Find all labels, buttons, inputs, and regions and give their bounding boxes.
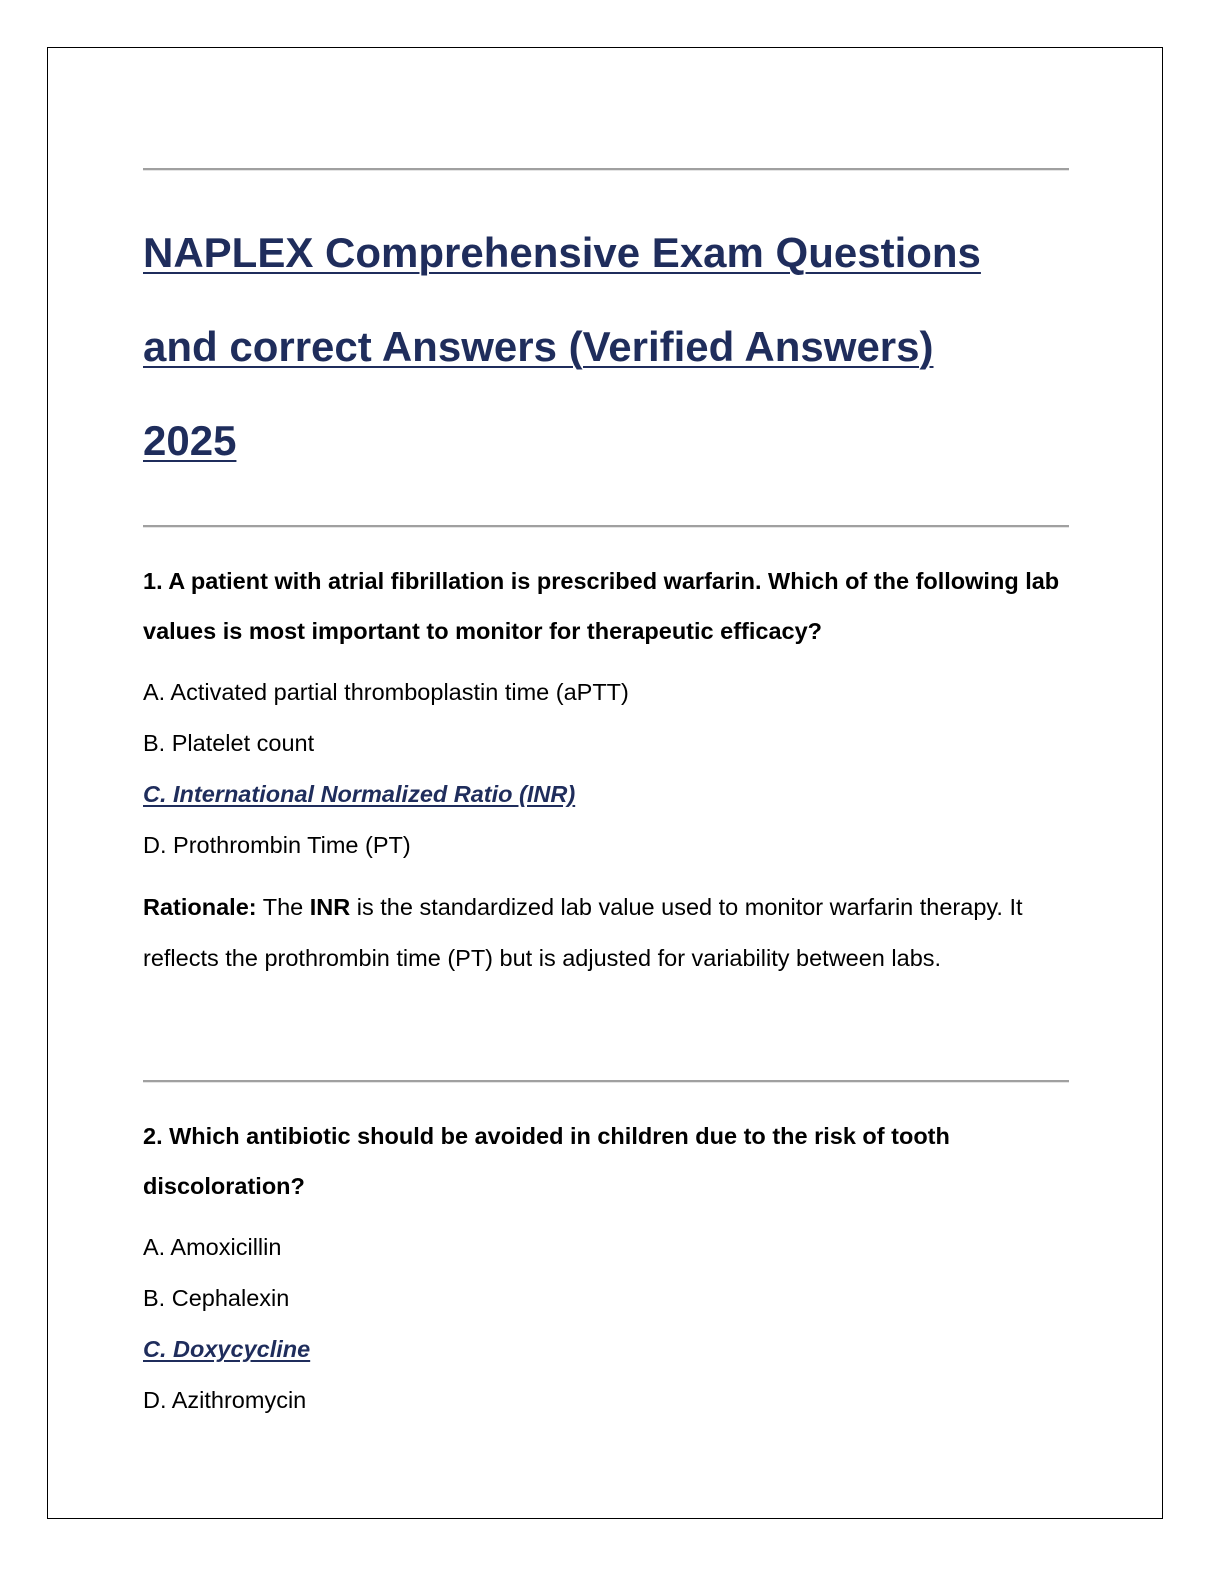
title-line-1: NAPLEX Comprehensive Exam Questions — [143, 229, 981, 276]
divider-top — [143, 168, 1069, 171]
rationale-text-post: is the standardized lab value used to monitor warfarin therapy. It reflects the prothrombin time (PT) but is adjusted for variability between labs. — [143, 894, 1023, 971]
question-2-option-b: B. Cephalexin — [143, 1285, 290, 1311]
document-title — [143, 206, 1071, 488]
rationale-label: Rationale: — [143, 894, 257, 920]
rationale-term: INR — [309, 894, 351, 920]
question-2 — [143, 1111, 1071, 1426]
rationale-text-pre: The — [256, 894, 310, 920]
question-1-option-d: D. Prothrombin Time (PT) — [143, 832, 411, 858]
question-1-option-a: A. Activated partial thromboplastin time (aPTT) — [143, 679, 629, 705]
question-1-prompt: 1. A patient with atrial fibrillation is prescribed warfarin. Which of the following lab values is most important to monitor for therapeutic efficacy? — [143, 568, 1060, 644]
title-line-2: and correct Answers (Verified Answers) — [143, 323, 934, 370]
question-2-prompt: 2. Which antibiotic should be avoided in children due to the risk of tooth discoloration? — [143, 1123, 950, 1199]
divider-after-question-1 — [143, 1080, 1069, 1083]
question-1 — [143, 556, 1071, 984]
divider-after-title — [143, 525, 1069, 528]
title-line-3: 2025 — [143, 417, 237, 464]
question-2-option-c-correct: C. Doxycycline — [143, 1336, 311, 1362]
question-1-option-b: B. Platelet count — [143, 730, 315, 756]
question-2-option-a: A. Amoxicillin — [143, 1234, 282, 1260]
question-1-rationale — [143, 882, 1071, 984]
question-1-option-c-correct: C. International Normalized Ratio (INR) — [143, 781, 576, 807]
question-2-option-d: D. Azithromycin — [143, 1387, 307, 1413]
